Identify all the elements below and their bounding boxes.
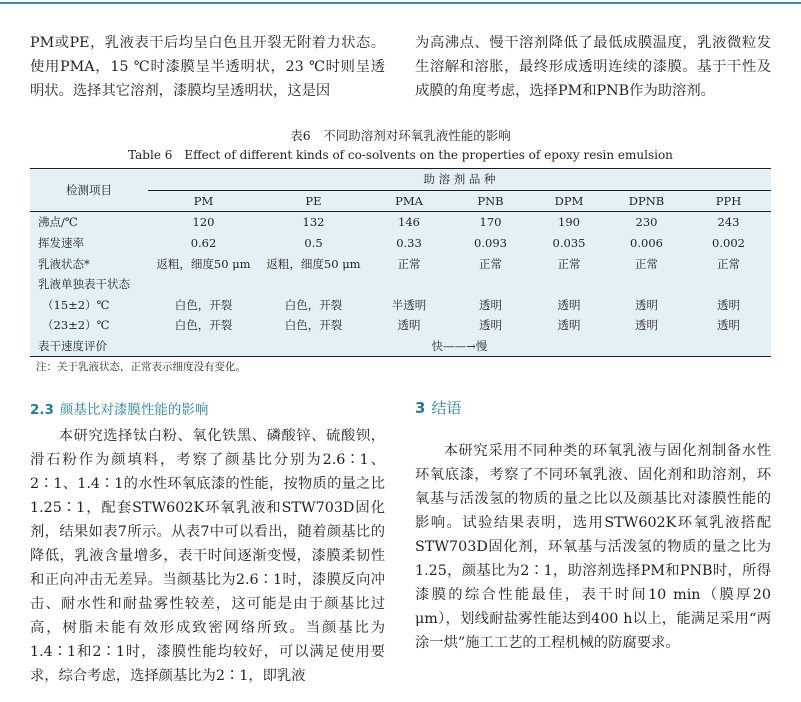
cell: 230 bbox=[635, 215, 658, 230]
row-label: 乳液状态* bbox=[38, 256, 90, 271]
cell: 透明 bbox=[717, 318, 740, 333]
cell: 透明 bbox=[557, 297, 581, 312]
cell: 243 bbox=[717, 215, 740, 230]
cell: 透明 bbox=[479, 297, 502, 312]
row-label: 乳液单独表干状态 bbox=[38, 277, 130, 292]
cell: 半透明 bbox=[391, 297, 427, 312]
cell: 正常 bbox=[717, 256, 740, 271]
table-row bbox=[30, 336, 771, 357]
cell: 0.035 bbox=[552, 236, 586, 251]
cell: 正常 bbox=[635, 256, 658, 271]
row-label: （15±2）℃ bbox=[42, 297, 110, 312]
section-3-text: 本研究采用不同种类的环氧乳液与固化剂制备水性环氧底漆，考察了不同环氧乳液、固化剂和助溶剂，环氧基与活泼氢的物质的量之比以及颜基比对漆膜性能的影响。试验结果表明，选用STW602K环氧乳液搭配STW703D固化剂，环氧基与活泼氢的物质的量之比为1.25，颜基比为2∶1，助溶剂选择PM和PNB时，所得漆膜的综合性能最佳，表干时间10 min（膜厚20 μm），划线耐盐雾性能达到400 h以上，能满足采用“两涂一烘”施工工艺的工程机械的防腐要求。 bbox=[415, 443, 771, 651]
section-number: 2.3 bbox=[30, 402, 54, 418]
cosolvent-table bbox=[30, 168, 771, 357]
cell: 132 bbox=[302, 215, 325, 230]
cell: 返粗，细度50 μm bbox=[266, 256, 361, 271]
cell: 返粗，细度50 μm bbox=[156, 256, 251, 271]
section-number: 3 bbox=[415, 399, 426, 417]
col-header: DPNB bbox=[607, 190, 686, 212]
cell: 0.62 bbox=[190, 236, 217, 251]
header-group: 助 溶 剂 品 种 bbox=[148, 169, 771, 191]
top-left-text: PM或PE，乳液表干后均呈白色且开裂无附着力状态。使用PMA，15 ℃时漆膜呈半透明状，23 ℃时则呈透明状。选择其它溶剂，漆膜均呈透明状，这是因 bbox=[30, 35, 385, 99]
table-row bbox=[30, 212, 771, 233]
cell: 0.002 bbox=[712, 236, 745, 251]
top-left-paragraph bbox=[30, 31, 385, 103]
cell: 透明 bbox=[717, 297, 740, 312]
cell: 透明 bbox=[635, 318, 658, 333]
col-header: PMA bbox=[368, 190, 450, 212]
col-header: DPM bbox=[531, 190, 607, 212]
top-rule bbox=[0, 2, 801, 4]
row-label: （23±2）℃ bbox=[42, 318, 110, 333]
cell: 0.33 bbox=[396, 236, 422, 251]
row-label: 沸点/℃ bbox=[38, 215, 78, 230]
cell: 0.093 bbox=[474, 236, 507, 251]
cell: 0.5 bbox=[304, 236, 323, 251]
col-header: PE bbox=[259, 190, 368, 212]
cell: 白色，开裂 bbox=[174, 318, 233, 333]
table-row bbox=[30, 233, 771, 254]
cell: 170 bbox=[479, 215, 502, 230]
cell: 146 bbox=[398, 215, 420, 230]
cell: 正常 bbox=[557, 256, 581, 271]
section-3-body bbox=[415, 439, 771, 655]
cell: 190 bbox=[558, 215, 580, 230]
table-row bbox=[30, 274, 771, 295]
col-header: PNB bbox=[450, 190, 531, 212]
section-heading-2-3 bbox=[30, 398, 208, 418]
cell: 正常 bbox=[479, 256, 502, 271]
speed-value: 快——→慢 bbox=[148, 336, 771, 357]
row-label: 挥发速率 bbox=[38, 236, 84, 251]
table-caption-en: Table 6 Effect of different kinds of co-solvents on the properties of epoxy resin emulsion bbox=[128, 148, 673, 162]
section-heading-3 bbox=[415, 397, 461, 418]
cell: 白色，开裂 bbox=[174, 297, 233, 312]
table-note: 注：关于乳液状态，正常表示细度没有变化。 bbox=[36, 361, 246, 373]
cell: 透明 bbox=[557, 318, 581, 333]
table-row bbox=[30, 315, 771, 336]
table-row bbox=[30, 295, 771, 316]
col-header: PM bbox=[148, 190, 259, 212]
header-item: 检测项目 bbox=[30, 169, 148, 212]
row-label: 表干速度评价 bbox=[30, 336, 148, 357]
col-header: PPH bbox=[686, 190, 771, 212]
cell: 透明 bbox=[479, 318, 502, 333]
top-right-text: 为高沸点、慢干溶剂降低了最低成膜温度，乳液微粒发生溶解和溶胀，最终形成透明连续的漆膜。基于干性及成膜的角度考虑，选择PM和PNB作为助溶剂。 bbox=[415, 35, 771, 99]
section-title: 结语 bbox=[431, 399, 462, 417]
cell: 正常 bbox=[397, 256, 421, 271]
cell: 透明 bbox=[397, 318, 421, 333]
section-2-3-body bbox=[30, 424, 385, 688]
section-2-3-text: 本研究选择钛白粉、氧化铁黑、磷酸锌、硫酸钡，滑石粉作为颜填料，考察了颜基比分别为2.6∶1、2∶1、1.4∶1的水性环氧底漆的性能，按物质的量之比1.25∶1，配套STW602K环氧乳液和STW703D固化剂，结果如表7所示。从表7中可以看出，随着颜基比的降低，乳液含量增多，表干时间逐渐变慢，漆膜柔韧性和正向冲击无差异。当颜基比为2.6∶1时，漆膜反向冲击、耐水性和耐盐雾性较差，这可能是由于颜基比过高，树脂未能有效形成致密网络所致。当颜基比为1.4∶1和2∶1时，漆膜性能均较好，可以满足使用要求，综合考虑，选择颜基比为2∶1，即乳液 bbox=[30, 428, 385, 684]
cell: 白色，开裂 bbox=[284, 318, 343, 333]
section-title: 颜基比对漆膜性能的影响 bbox=[59, 402, 209, 418]
cell: 白色，开裂 bbox=[284, 297, 343, 312]
table-caption-cn: 表6 不同助溶剂对环氧乳液性能的影响 bbox=[290, 128, 511, 143]
cell: 0.006 bbox=[630, 236, 663, 251]
top-right-paragraph bbox=[415, 31, 771, 103]
table-row bbox=[30, 253, 771, 274]
cell: 透明 bbox=[635, 297, 658, 312]
cell: 120 bbox=[192, 215, 215, 230]
table-header-row bbox=[30, 169, 771, 191]
